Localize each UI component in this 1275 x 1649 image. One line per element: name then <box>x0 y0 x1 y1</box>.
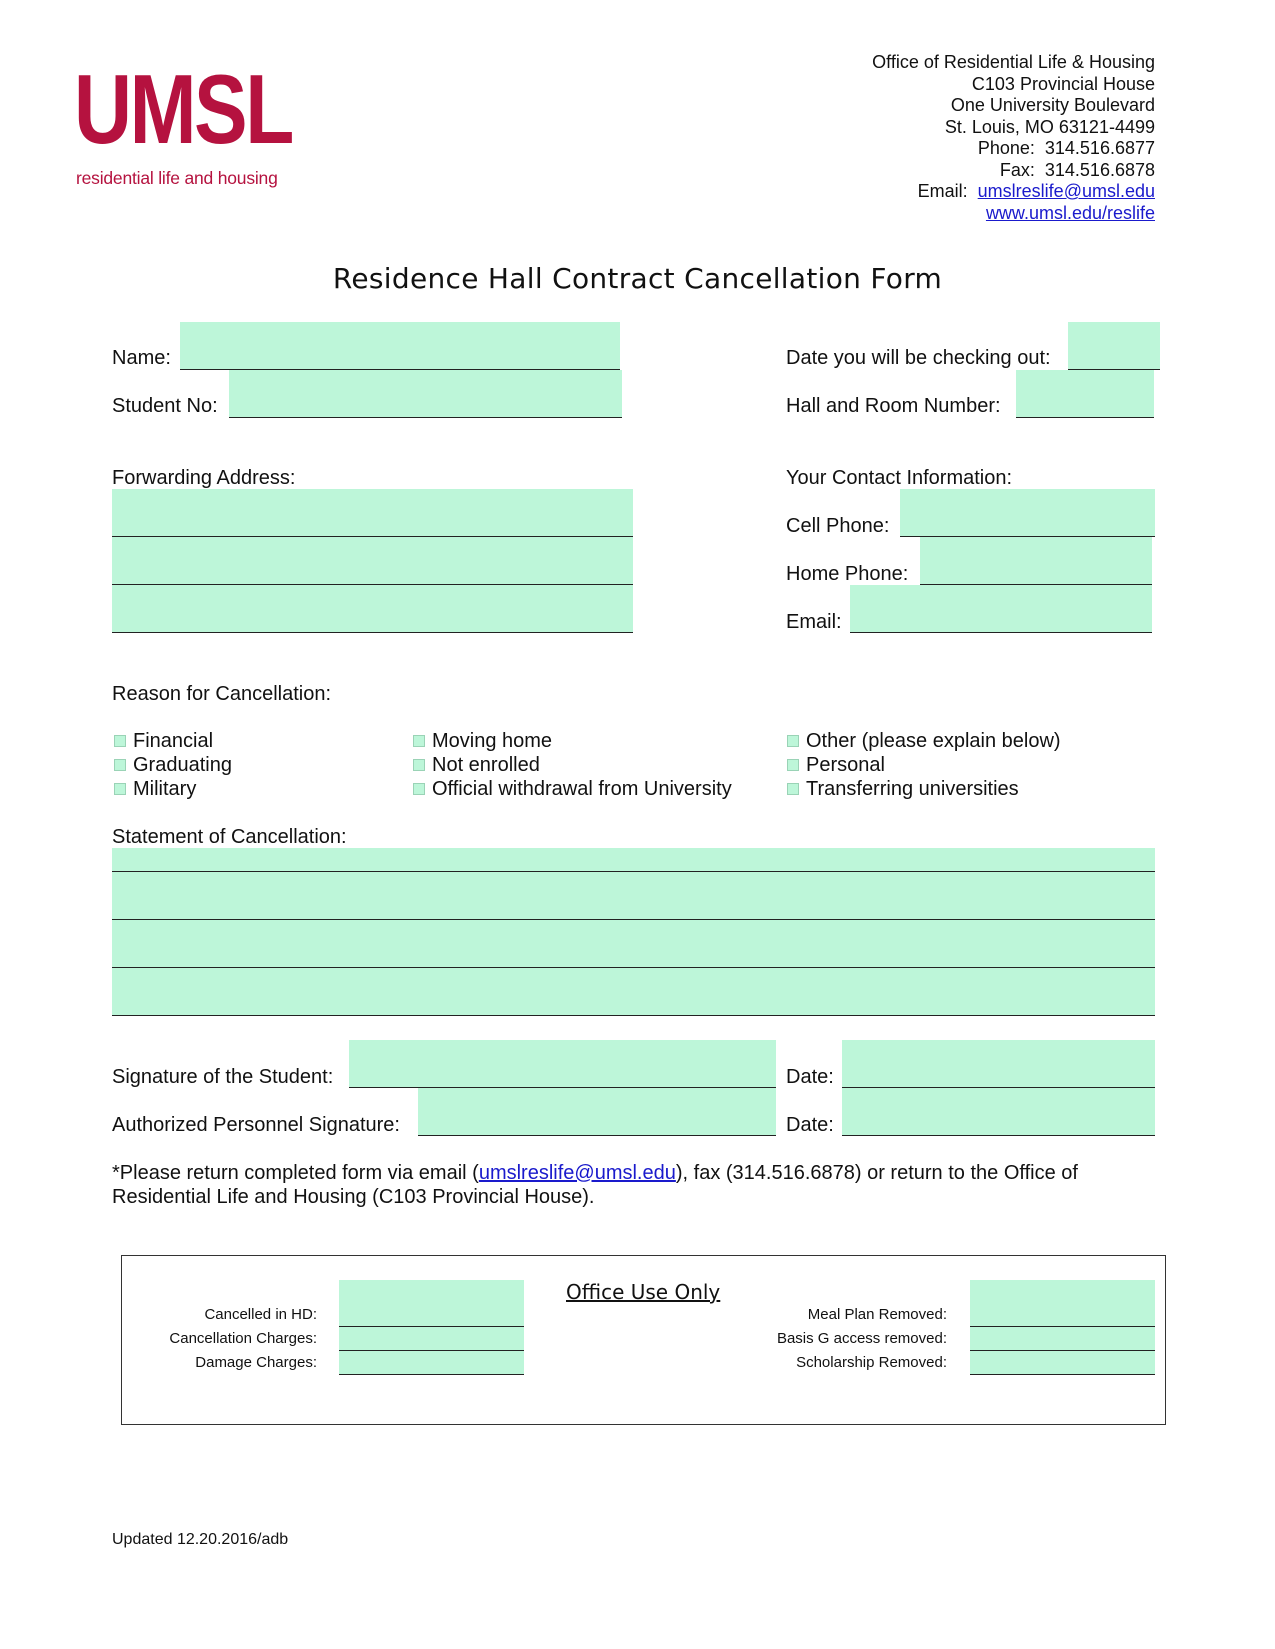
office-use-title: Office Use Only <box>566 1280 721 1304</box>
cell-phone-field[interactable] <box>900 489 1155 537</box>
reason-transferring: Transferring universities <box>806 778 1019 800</box>
reason-other: Other (please explain below) <box>806 730 1061 752</box>
reason-financial: Financial <box>133 730 214 752</box>
personnel-signature-field[interactable] <box>418 1088 776 1136</box>
checkbox-moving-home[interactable] <box>413 735 425 747</box>
name-label: Name: <box>112 347 171 369</box>
forwarding-address-label: Forwarding Address: <box>112 467 296 489</box>
office-address <box>872 52 1155 224</box>
personnel-date-field[interactable] <box>842 1088 1155 1136</box>
forwarding-address-line-3[interactable] <box>112 585 633 633</box>
address-email: Email: umslreslife@umsl.edu <box>917 181 1155 201</box>
address-street: One University Boulevard <box>950 95 1155 115</box>
hall-room-field[interactable] <box>1016 370 1154 418</box>
return-note: *Please return completed form via email (umslreslife@umsl.edu), fax (314.516.6878) or return to the Office of Residential Life and Housing (C103 Provincial House). <box>112 1162 1078 1208</box>
home-phone-field[interactable] <box>920 537 1152 585</box>
office-cancelled-hd-label: Cancelled in HD: <box>204 1306 317 1323</box>
student-no-label: Student No: <box>112 395 218 417</box>
forwarding-address-line-1[interactable] <box>112 489 633 537</box>
reason-military: Military <box>133 778 197 800</box>
student-date-field[interactable] <box>842 1040 1155 1088</box>
reason-heading: Reason for Cancellation: <box>112 683 332 705</box>
name-field[interactable] <box>180 322 620 370</box>
email-label: Email: <box>786 611 842 633</box>
address-city: St. Louis, MO 63121-4499 <box>944 116 1155 137</box>
checkbox-not-enrolled[interactable] <box>413 759 425 771</box>
reason-moving-home: Moving home <box>432 730 553 752</box>
checkout-date-field[interactable] <box>1068 322 1160 370</box>
student-signature-field[interactable] <box>349 1040 776 1088</box>
reason-graduating: Graduating <box>133 754 232 776</box>
address-fax: Fax: 314.516.6878 <box>999 159 1155 180</box>
note-email-link[interactable]: umslreslife@umsl.edu <box>478 1162 676 1184</box>
address-website <box>872 203 1155 225</box>
address-building: C103 Provincial House <box>971 73 1155 94</box>
reason-official-withdrawal: Official withdrawal from University <box>432 778 732 800</box>
statement-line-2[interactable] <box>112 872 1155 920</box>
checkbox-military[interactable] <box>114 783 126 795</box>
reason-personal: Personal <box>806 754 885 776</box>
office-damage-charges-field[interactable] <box>339 1351 524 1375</box>
checkbox-personal[interactable] <box>787 759 799 771</box>
statement-line-3[interactable] <box>112 920 1155 968</box>
checkbox-other[interactable] <box>787 735 799 747</box>
website-link[interactable]: www.umsl.edu/reslife <box>985 202 1155 223</box>
student-date-label: Date: <box>786 1066 834 1088</box>
personnel-signature-label: Authorized Personnel Signature: <box>112 1114 400 1136</box>
address-office: Office of Residential Life & Housing <box>872 52 1155 72</box>
checkbox-official-withdrawal[interactable] <box>413 783 425 795</box>
office-basis-g-label: Basis G access removed: <box>776 1330 947 1347</box>
office-cancellation-charges-field[interactable] <box>339 1327 524 1351</box>
student-no-field[interactable] <box>229 370 622 418</box>
forwarding-address-line-2[interactable] <box>112 537 633 585</box>
logo-wordmark: UMSL <box>74 54 292 164</box>
office-cancellation-charges-label: Cancellation Charges: <box>169 1330 317 1347</box>
cell-phone-label: Cell Phone: <box>786 515 890 537</box>
address-phone: Phone: 314.516.6877 <box>977 138 1155 158</box>
office-basis-g-field[interactable] <box>970 1327 1155 1351</box>
home-phone-label: Home Phone: <box>786 563 909 585</box>
logo-tagline: residential life and housing <box>76 168 278 188</box>
reason-not-enrolled: Not enrolled <box>432 754 540 776</box>
office-damage-charges-label: Damage Charges: <box>195 1354 317 1371</box>
office-scholarship-label: Scholarship Removed: <box>796 1354 947 1371</box>
contact-info-label: Your Contact Information: <box>786 467 1013 489</box>
student-signature-label: Signature of the Student: <box>112 1066 334 1088</box>
checkbox-transferring[interactable] <box>787 783 799 795</box>
umsl-logo <box>74 54 292 195</box>
email-field[interactable] <box>850 585 1152 633</box>
checkout-date-label: Date you will be checking out: <box>786 347 1051 369</box>
footer-updated: Updated 12.20.2016/adb <box>112 1531 289 1548</box>
office-cancelled-hd-field[interactable] <box>339 1280 524 1327</box>
office-meal-plan-field[interactable] <box>970 1280 1155 1327</box>
statement-line-1[interactable] <box>112 848 1155 872</box>
personnel-date-label: Date: <box>786 1114 834 1136</box>
checkbox-graduating[interactable] <box>114 759 126 771</box>
hall-room-label: Hall and Room Number: <box>786 395 1001 417</box>
office-meal-plan-label: Meal Plan Removed: <box>807 1306 947 1323</box>
office-scholarship-field[interactable] <box>970 1351 1155 1375</box>
form-title: Residence Hall Contract Cancellation Form <box>332 262 943 295</box>
statement-heading: Statement of Cancellation: <box>112 826 347 848</box>
checkbox-financial[interactable] <box>114 735 126 747</box>
statement-line-4[interactable] <box>112 968 1155 1016</box>
email-link[interactable]: umslreslife@umsl.edu <box>977 181 1155 201</box>
